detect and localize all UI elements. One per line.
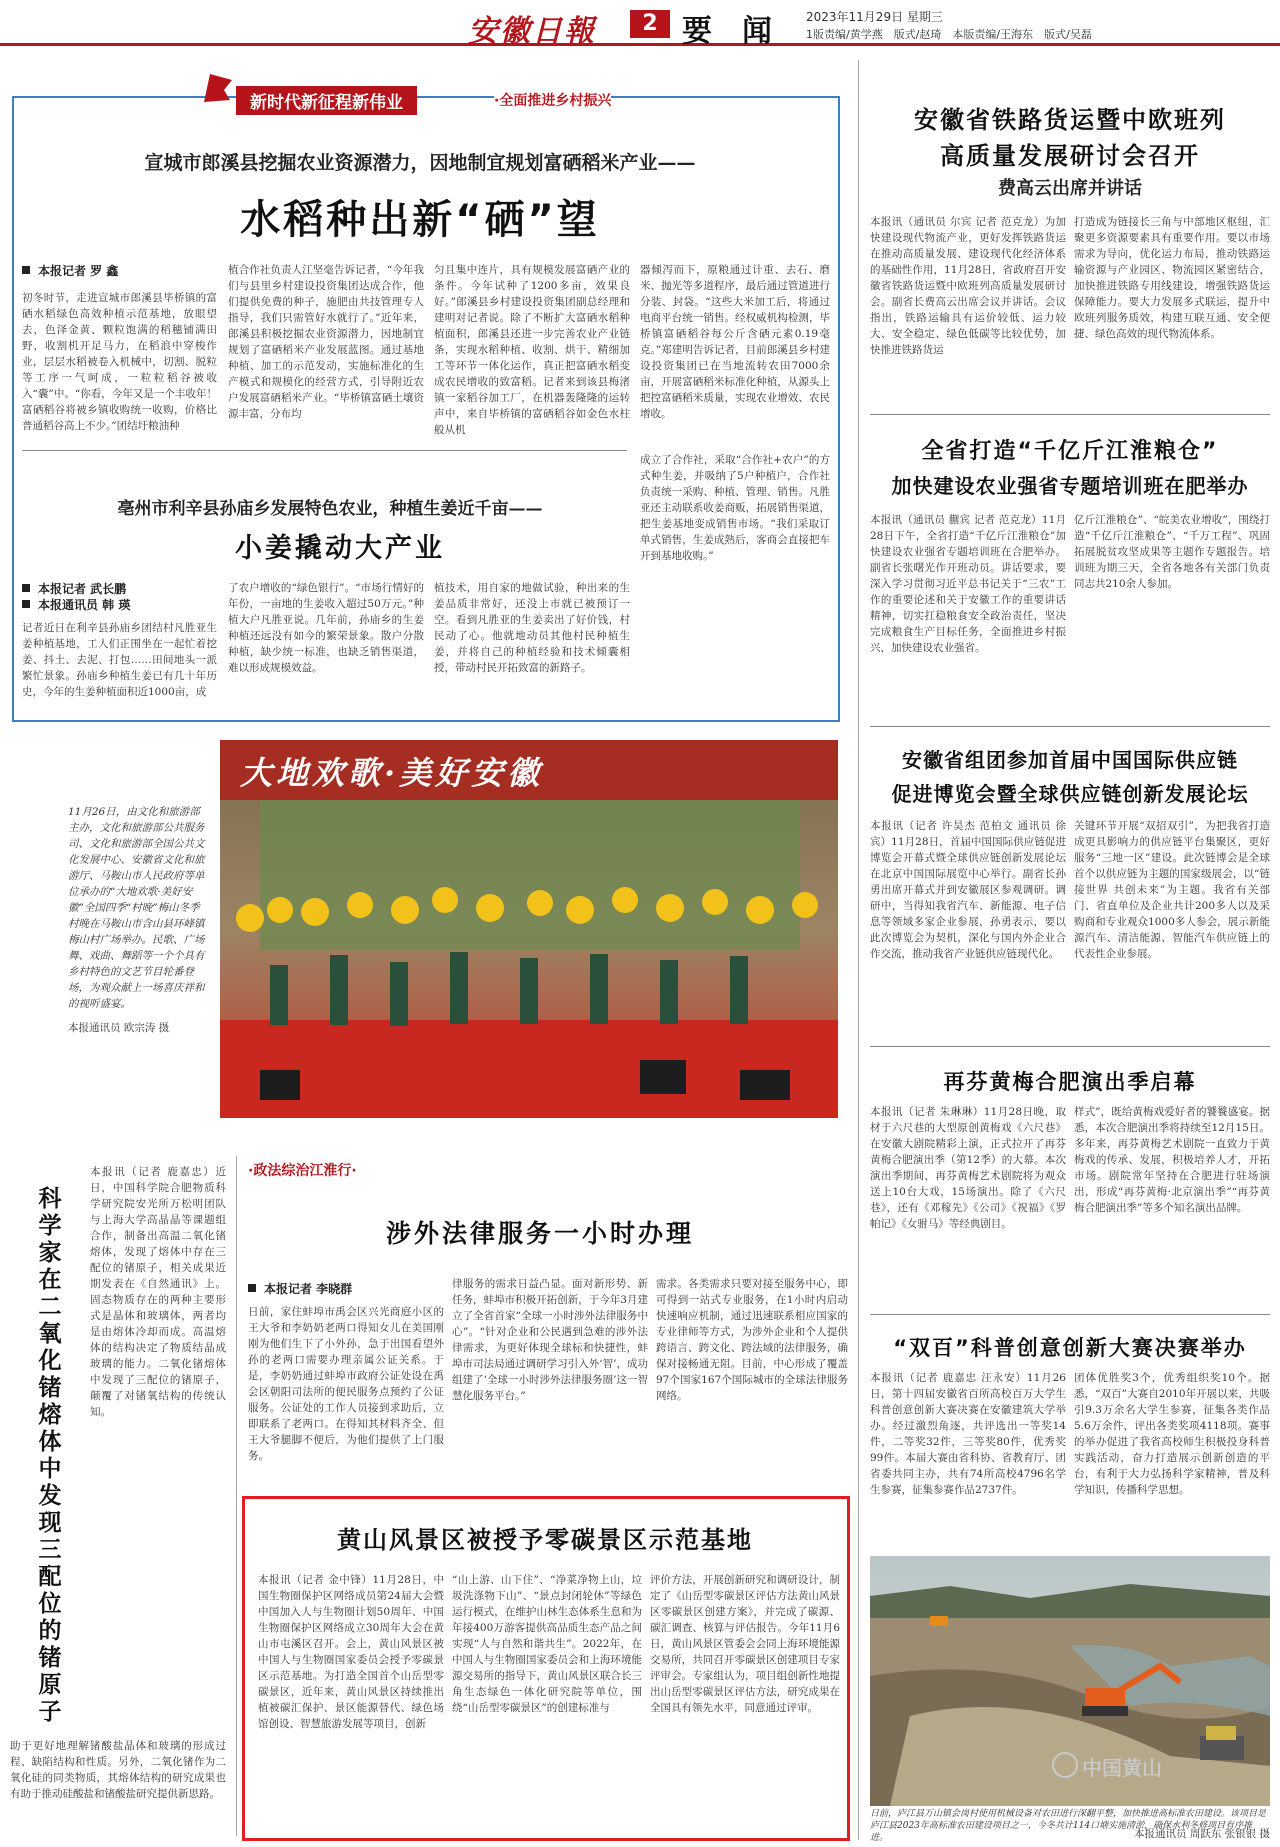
legal-byline: 本报记者 李晓群 [264, 1282, 353, 1296]
square-bullet-icon [248, 1284, 256, 1292]
flag-icon [200, 70, 236, 106]
rail-story4-column-1: 本报讯（记者 朱琳琳）11月28日晚，取材于六尺巷的大型原创黄梅戏《六尺巷》在安徽大剧院精彩上演，正式拉开了再芬黄梅合肥演出季（第12季）的大幕。本次演出季期间，再芬黄梅艺术剧院将为观众送上10台大戏，15场演出。除了《六尺巷》，还有《邓稼先》《公司》《祝福》《罗帕记》《女驸马》等经典剧目。 [870, 1106, 1066, 1230]
story2-byline-1: 本报记者 武长鹏 [38, 582, 127, 596]
rail-story2-column-1: 本报讯（通讯员 蒯宾 记者 范克龙）11月28日下午，全省打造“千亿斤江淮粮仓”加快建设农业强省专题培训班在合肥举办。副省长张曙光作开班动员。讲话要求，要深入学习贯彻习近平总书记关于“三农”工作的重要论述和关于安徽工作的重要讲话精神，切实扛稳粮食安全政治责任，坚决完成粮食生产目标任务，全面推进乡村振兴，加快建设农业强省。 [870, 514, 1066, 654]
story2-column-1: 记者近日在利辛县孙庙乡团结村凡胜亚生姜种植基地，工人们正围坐在一起忙着挖姜、抖土、去泥、打包……田间地头一派繁忙景象。孙庙乡种植生姜已有几十年历史，今年的生姜种植面积近1000亩，成 [22, 622, 217, 698]
science-column-2: 助于更好地理解锗酸盐晶体和玻璃的形成过程、缺陷结构和性质。另外，二氧化锗作为二氧化硅的同类物质，其熔体结构的研究成果也有助于推动硅酸盐和锗酸盐研究提供新思路。 [10, 1740, 226, 1800]
story1-column-4: 器倾泻而下，原粮通过计重、去石、磨米、抛光等多道程序，最后通过管道进行分装、封袋。“这些大米加工后，将通过电商平台统一销售。经权威机构检测，毕桥镇富硒稻谷每公斤含硒元素0.19毫克。”郑建明告诉记者，目前郎溪县乡村建设投资集团已在当地流转农田7000余亩，开展富硒稻米标准化种植，从源头上把控富硒稻米质量，实现农业增效、农民增收。 [640, 264, 830, 420]
rail-story4-column-2: 样式”，既给黄梅戏爱好者的饕餮盛宴。据悉，本次合肥演出季将持续至12月15日。多年来，再芬黄梅艺术剧院一直致力于黄梅戏的传承、发展，积极培养人才，开拓市场。剧院常年坚持在合肥进行驻场演出，形成“再芬黄梅·北京演出季”“再芬黄梅合肥演出季”等多个知名演出品牌。 [1074, 1106, 1270, 1214]
feature-banner: 新时代新征程新伟业 [236, 86, 417, 115]
rail-story4-headline: 再芬黄梅合肥演出季启幕 [943, 1070, 1197, 1094]
concert-caption: 11月26日，由文化和旅游部主办，文化和旅游部公共服务司、文化和旅游部全国公共文化发展中心、安徽省文化和旅游厅、马鞍山市人民政府等单位承办的“大地欢歌·美好安徽”全国四季“村晚”梅山冬季村晚在马鞍山市含山县环峰镇梅山村广场举办。民歌、广场舞、戏曲、舞蹈等一个个具有乡村特色的文艺节目轮番登场，为观众献上一场喜庆祥和的视听盛宴。 [68, 806, 205, 1010]
rail-story5-column-2: 团体优胜奖3个，优秀组织奖10个。据悉，“双百”大赛自2010年开展以来，共吸引9.3万余名大学生参赛，征集各类作品5.6万余件，评出各类奖项4118项。赛事的举办促进了我省高校师生积极投身科普实践活动，奋力打造展示创新创造的平台，有利于大力弘扬科学家精神，普及科学知识，传播科学思想。 [1074, 1372, 1270, 1496]
rail-story2-column-2: 亿斤江淮粮仓”、“皖美农业增收”，围绕打造“千亿斤江淮粮仓”、“千万工程”、巩固拓展脱贫攻坚成果等主题作专题报告。培训班为期三天，全省各地各有关部门负责同志共210余人参加。 [1074, 514, 1270, 590]
rail-story5-headline: “双百”科普创意创新大赛决赛举办 [893, 1336, 1247, 1360]
square-bullet-icon [22, 600, 30, 608]
huangshan-column-1: 本报讯（记者 金中锋）11月28日，中国生物圈保护区网络成员第24届大会暨中国加入人与生物圈计划50周年、中国生物圈保护区网络成立30周年大会在黄山市屯溪区召开。会上，黄山风景区被中国人与生物圈国家委员会授予零碳景区示范基地。为打造全国首个山岳型零碳景区，近年来，黄山风景区持续推出植被碳汇保护、景区能源替代、绿色场馆创设、智慧旅游发展等项目，创新 [258, 1574, 444, 1730]
rail-story1-column-1: 本报讯（通讯员 尔宾 记者 范克龙）为加快建设现代物流产业，更好发挥铁路货运在推动高质量发展、建设现代化经济体系的基础性作用，11月28日，省政府召开安徽省铁路货运暨中欧班列高质量发展研讨会。副省长费高云出席会议并讲话。会议指出，铁路运输具有运价较低、运力较大、安全稳定、绿色低碳等比较优势，加快推进铁路货运 [870, 216, 1066, 356]
rail-story1-headline-1: 安徽省铁路货运暨中欧班列 [914, 106, 1226, 134]
excavator-credit: 本报通讯员 周跃东 张银银 摄 [1133, 1828, 1270, 1840]
concert-photo [220, 740, 838, 1118]
legal-column-2: 律服务的需求日益凸显。面对新形势、新任务，蚌埠市积极开拓创新，于今年3月建立了全省首家“全球一小时涉外法律服务中心”。“针对企业和公民遇到急难的涉外法律需求，为更好体现全球标和快捷性，蚌埠市司法局通过调研学习引入外‘智’，成功组建了‘全球一小时涉外法律服务圈’这一智慧化服务平台。” [452, 1278, 648, 1402]
issue-date: 2023年11月29日 星期三 [806, 10, 943, 24]
legal-ribbon: ·政法综治江淮行· [248, 1163, 357, 1179]
rail-divider [870, 414, 1270, 415]
square-bullet-icon [22, 266, 30, 274]
story2-column-3: 植技术，用自家的地做试验，种出来的生姜品质非常好，还没上市就已被预订一空。看到凡胜亚的生姜卖出了好价钱，村民动了心。他就地动员其他村民种植生姜，并将自己的种植经验和技术倾囊相授，带动村民开拓致富的新路子。 [434, 582, 630, 674]
concert-banner-text: 大地欢歌·美好安徽 [240, 754, 544, 792]
huangshan-column-3: 评价方法，开展创新研究和调研设计，制定了《山岳型零碳景区评估方法黄山风景区零碳景区创建方案》，并完成了碳源、碳汇调查、核算与评估报告。今年11月6日，黄山风景区管委会会同上海环境能源交易所，共同召开零碳景区创建项目专家评审会。专家组认为，项目组创新性地提出山岳型零碳景区评估方法，研究成果在全国具有领先水平，同意通过评审。 [650, 1574, 840, 1714]
science-vertical-title: 科学家在二氧化锗熔体中发现三配位的锗原子 [38, 1186, 62, 1725]
rail-divider [870, 1046, 1270, 1047]
feature-divider [22, 450, 627, 451]
story1-column-1: 初冬时节，走进宣城市郎溪县毕桥镇的富硒水稻绿色高效种植示范基地，放眼望去，色泽金黄、颗粒饱满的稻穗铺满田野，收割机开足马力，在稻浪中穿梭作业，层层水稻被卷入机械中，切割、脱粒等工序一气呵成，一粒粒稻谷被收入“囊”中。“你看，今年又是一个丰收年！富硒稻谷将被乡镇收购统一收购，价格比普通稻谷高上不少。”团结圩粮油种 [22, 292, 217, 432]
feature-ribbon: ·全面推进乡村振兴 [494, 90, 611, 110]
editors-line: 1版责编/黄学燕 版式/赵琦 本版责编/王海东 版式/吴磊 [806, 28, 1092, 41]
column-divider [236, 1156, 237, 1836]
story2-column-4: 成立了合作社，采取“合作社+农户”的方式种生姜，并吸纳了5户种植户，合作社负责统一采购、种植、管理、销售。凡胜亚还主动联系收姜商贩，拓展销售渠道，把生姜基地变成销售市场。“我们采取订单式销售，生姜成熟后，客商会直接把车开到基地收购。” [640, 454, 830, 562]
rail-story1-headline-2: 高质量发展研讨会召开 [940, 142, 1200, 170]
rail-story3-headline-1: 安徽省组团参加首届中国国际供应链 [902, 748, 1238, 772]
story1-headline: 水稻种出新“硒”望 [240, 197, 600, 243]
story1-byline: 本报记者 罗 鑫 [38, 264, 119, 278]
story2-byline-2: 本报通讯员 韩 瑛 [38, 598, 131, 612]
rail-divider [870, 726, 1270, 727]
excavator-caption: 日前，庐江县万山镇会岗村使用机械设备对农田进行深翻平整，加快推进高标准农田建设。该项目是庐江县2023年高标准农田建设项目之一，今冬共计114口塘实施清淤，确保水利冬修项目有序推进。 [870, 1809, 1267, 1843]
rail-story3-headline-2: 促进博览会暨全球供应链创新发展论坛 [891, 782, 1249, 806]
watermark-text: 中国黄山 [1082, 1756, 1162, 1780]
story1-kicker: 宣城市郎溪县挖掘农业资源潜力，因地制宜规划富硒稻米产业—— [144, 152, 696, 174]
rail-divider [870, 1314, 1270, 1315]
rail-story5-column-1: 本报讯（记者 鹿嘉忠 汪永安）11月26日，第十四届安徽省百所高校百万大学生科普创意创新大赛决赛在安徽建筑大学举办。经过激烈角逐，共评选出一等奖14件，二等奖32件，三等奖80件，优秀奖99件。本届大赛由省科协、省教育厅、团省委共同主办，共有74所高校4796名学生参赛，征集参赛作品2737件。 [870, 1372, 1066, 1496]
watermark-logo-icon [1052, 1752, 1078, 1778]
science-column-1: 本报讯（记者 鹿嘉忠）近日，中国科学院合肥物质科学研究院安光所万松明团队与上海大学高晶晶等课题组合作，制备出高温二氧化锗熔体，发现了熔体中存在三配位的锗原子，相关成果近期发表在《自然通讯》上。固态物质存在的两种主要形式是晶体和玻璃体，两者均是由熔体冷却而成。高温熔体的结构决定了物质结晶成玻璃的能力。二氧化锗熔体中发现了三配位的锗原子，颠覆了对锗氧结构的传统认知。 [90, 1166, 226, 1418]
rail-story3-column-2: 关键环节开展“双招双引”，为把我省打造成更具影响力的供应链平台集聚区，更好服务“三地一区”建设。此次链博会是全球首个以供应链为主题的国家级展会，以“链接世界 共创未来”为主题。我省有关部门、省直单位及企业共计200多人以及采购商和专业观众1000多人参会，展示新能源汽车、清洁能源、智能汽车供应链上的代表性企业参展。 [1074, 820, 1270, 960]
legal-column-1: 日前，家住蚌埠市禹会区兴光商庭小区的王大爷和李奶奶老两口得知女儿在美国刚刚为他们生下了小外孙，急于出国看望外孙的老两口需要办理亲属公证关系。于是，李奶奶通过蚌埠市政府公证处设在禹会区朝阳司法所的便民服务点预约了公证服务。公证处的工作人员接到求助后，立即联系了老两口。在得知其材料齐全、但王大爷腿脚不便后，为他们提供了上门服务。 [248, 1306, 444, 1462]
concert-credit: 本报通讯员 欧宗涛 摄 [68, 1022, 170, 1034]
newspaper-name: 安徽日報 [468, 14, 596, 49]
legal-column-3: 需求。各类需求只要对接至服务中心，即可得到一站式专业服务，在1小时内启动快速响应机制，通过迅速联系相应国家的专业律师等方式，为涉外企业和个人提供跨语言、跨文化、跨法域的法律服务，确保对接畅通无阻。目前，中心形成了覆盖97个国家167个国际城市的全球法律服务网络。 [656, 1278, 848, 1402]
legal-headline: 涉外法律服务一小时办理 [385, 1219, 694, 1248]
huangshan-column-2: “山上游、山下住”、“净菜净物上山，垃圾洗涤物下山”、“景点封闭轮休”等绿色运行模式，在维护山林生态体系生息和为年接400万游客提供高品质生态产品之间实现“人与自然和谐共生”。2022年，在中国人与生物圈国家委员会和上海环境能源交易所的指导下，黄山风景区联合长三角生态绿色一体化研究院等单位，围绕“山岳型零碳景区”的创建标准与 [452, 1574, 642, 1714]
rail-story1-subhead: 费高云出席并讲话 [998, 178, 1142, 199]
story1-column-3: 匀且集中连片，具有规模发展富硒产业的条件。今年试种了1200多亩，效果良好。”郎溪县乡村建设投资集团副总经理和建明对记者说。除了不断扩大富硒水稻种植面积，郎溪县还进一步完善农业产业链条，实现水稻种植、收割、烘干、精细加工等环节一体化运作，真正把富硒水稻变成农民增收的致富稻。记者来到该县梅渚镇一家稻谷加工厂，在机器轰隆隆的运转声中，来自毕桥镇的富硒稻谷如金色水柱般从机 [434, 264, 630, 436]
column-divider [858, 60, 859, 1840]
rail-story2-headline-2: 加快建设农业强省专题培训班在肥举办 [891, 474, 1249, 498]
huangshan-headline: 黄山风景区被授予零碳景区示范基地 [337, 1526, 753, 1554]
rail-story1-column-2: 打造成为链接长三角与中部地区枢纽，汇聚更多资源要素具有重要作用。要以市场需求为导向，优化运力布局，推动铁路运输资源与产业园区、物流园区紧密结合，加快推进铁路专用线建设，增强铁路货运保障能力。要大力发展多式联运，提升中欧班列服务质效，构建互联互通、安全便捷、绿色高效的现代物流体系。 [1074, 216, 1270, 340]
rail-story2-headline-1: 全省打造“千亿斤江淮粮仓” [921, 439, 1219, 464]
page-number: 2 [630, 10, 670, 38]
square-bullet-icon [22, 584, 30, 592]
story2-headline: 小姜撬动大产业 [235, 533, 445, 564]
story2-column-2: 了农户增收的“绿色银行”。“市场行情好的年份，一亩地的生姜收入超过50万元。”种植大户凡胜亚说。几年前，孙庙乡的生姜种植还远没有如今的繁荣景象。散户分散种植，缺少统一标准，也缺乏销售渠道，难以形成规模效益。 [228, 582, 424, 674]
story2-kicker: 亳州市利辛县孙庙乡发展特色农业，种植生姜近千亩—— [117, 499, 543, 519]
story1-column-2: 植合作社负责人江坚毫告诉记者，“今年我们与县里乡村建设投资集团达成合作，他们提供免费的种子，施肥由共技管理专人指导，我们只需管好水就行了。”近年来，郎溪县积极挖掘农业资源潜力，因地制宜规划了富硒稻米产业发展蓝图。通过基地种植、加工的示范发动，实施标准化的生产模式和规模化的经营方式，引导附近农户发展富硒稻米产业。“毕桥镇富硒土壤资源丰富，分布均 [228, 264, 424, 420]
rail-story3-column-1: 本报讯（记者 许昊杰 范柏文 通讯员 徐宾）11月28日，首届中国国际供应链促进博览会开幕式暨全球供应链创新发展论坛在北京中国国际展览中心举行。副省长孙勇出席开幕式并到安徽展区参观调研。调研中，当得知我省汽车、新能源、电子信息等领域多家企业参展，孙勇表示，要以此次博览会为契机，深化与国内外企业合作交流，推动我省产业链供应链现代化。 [870, 820, 1066, 960]
section-name: 要闻 [682, 14, 802, 49]
